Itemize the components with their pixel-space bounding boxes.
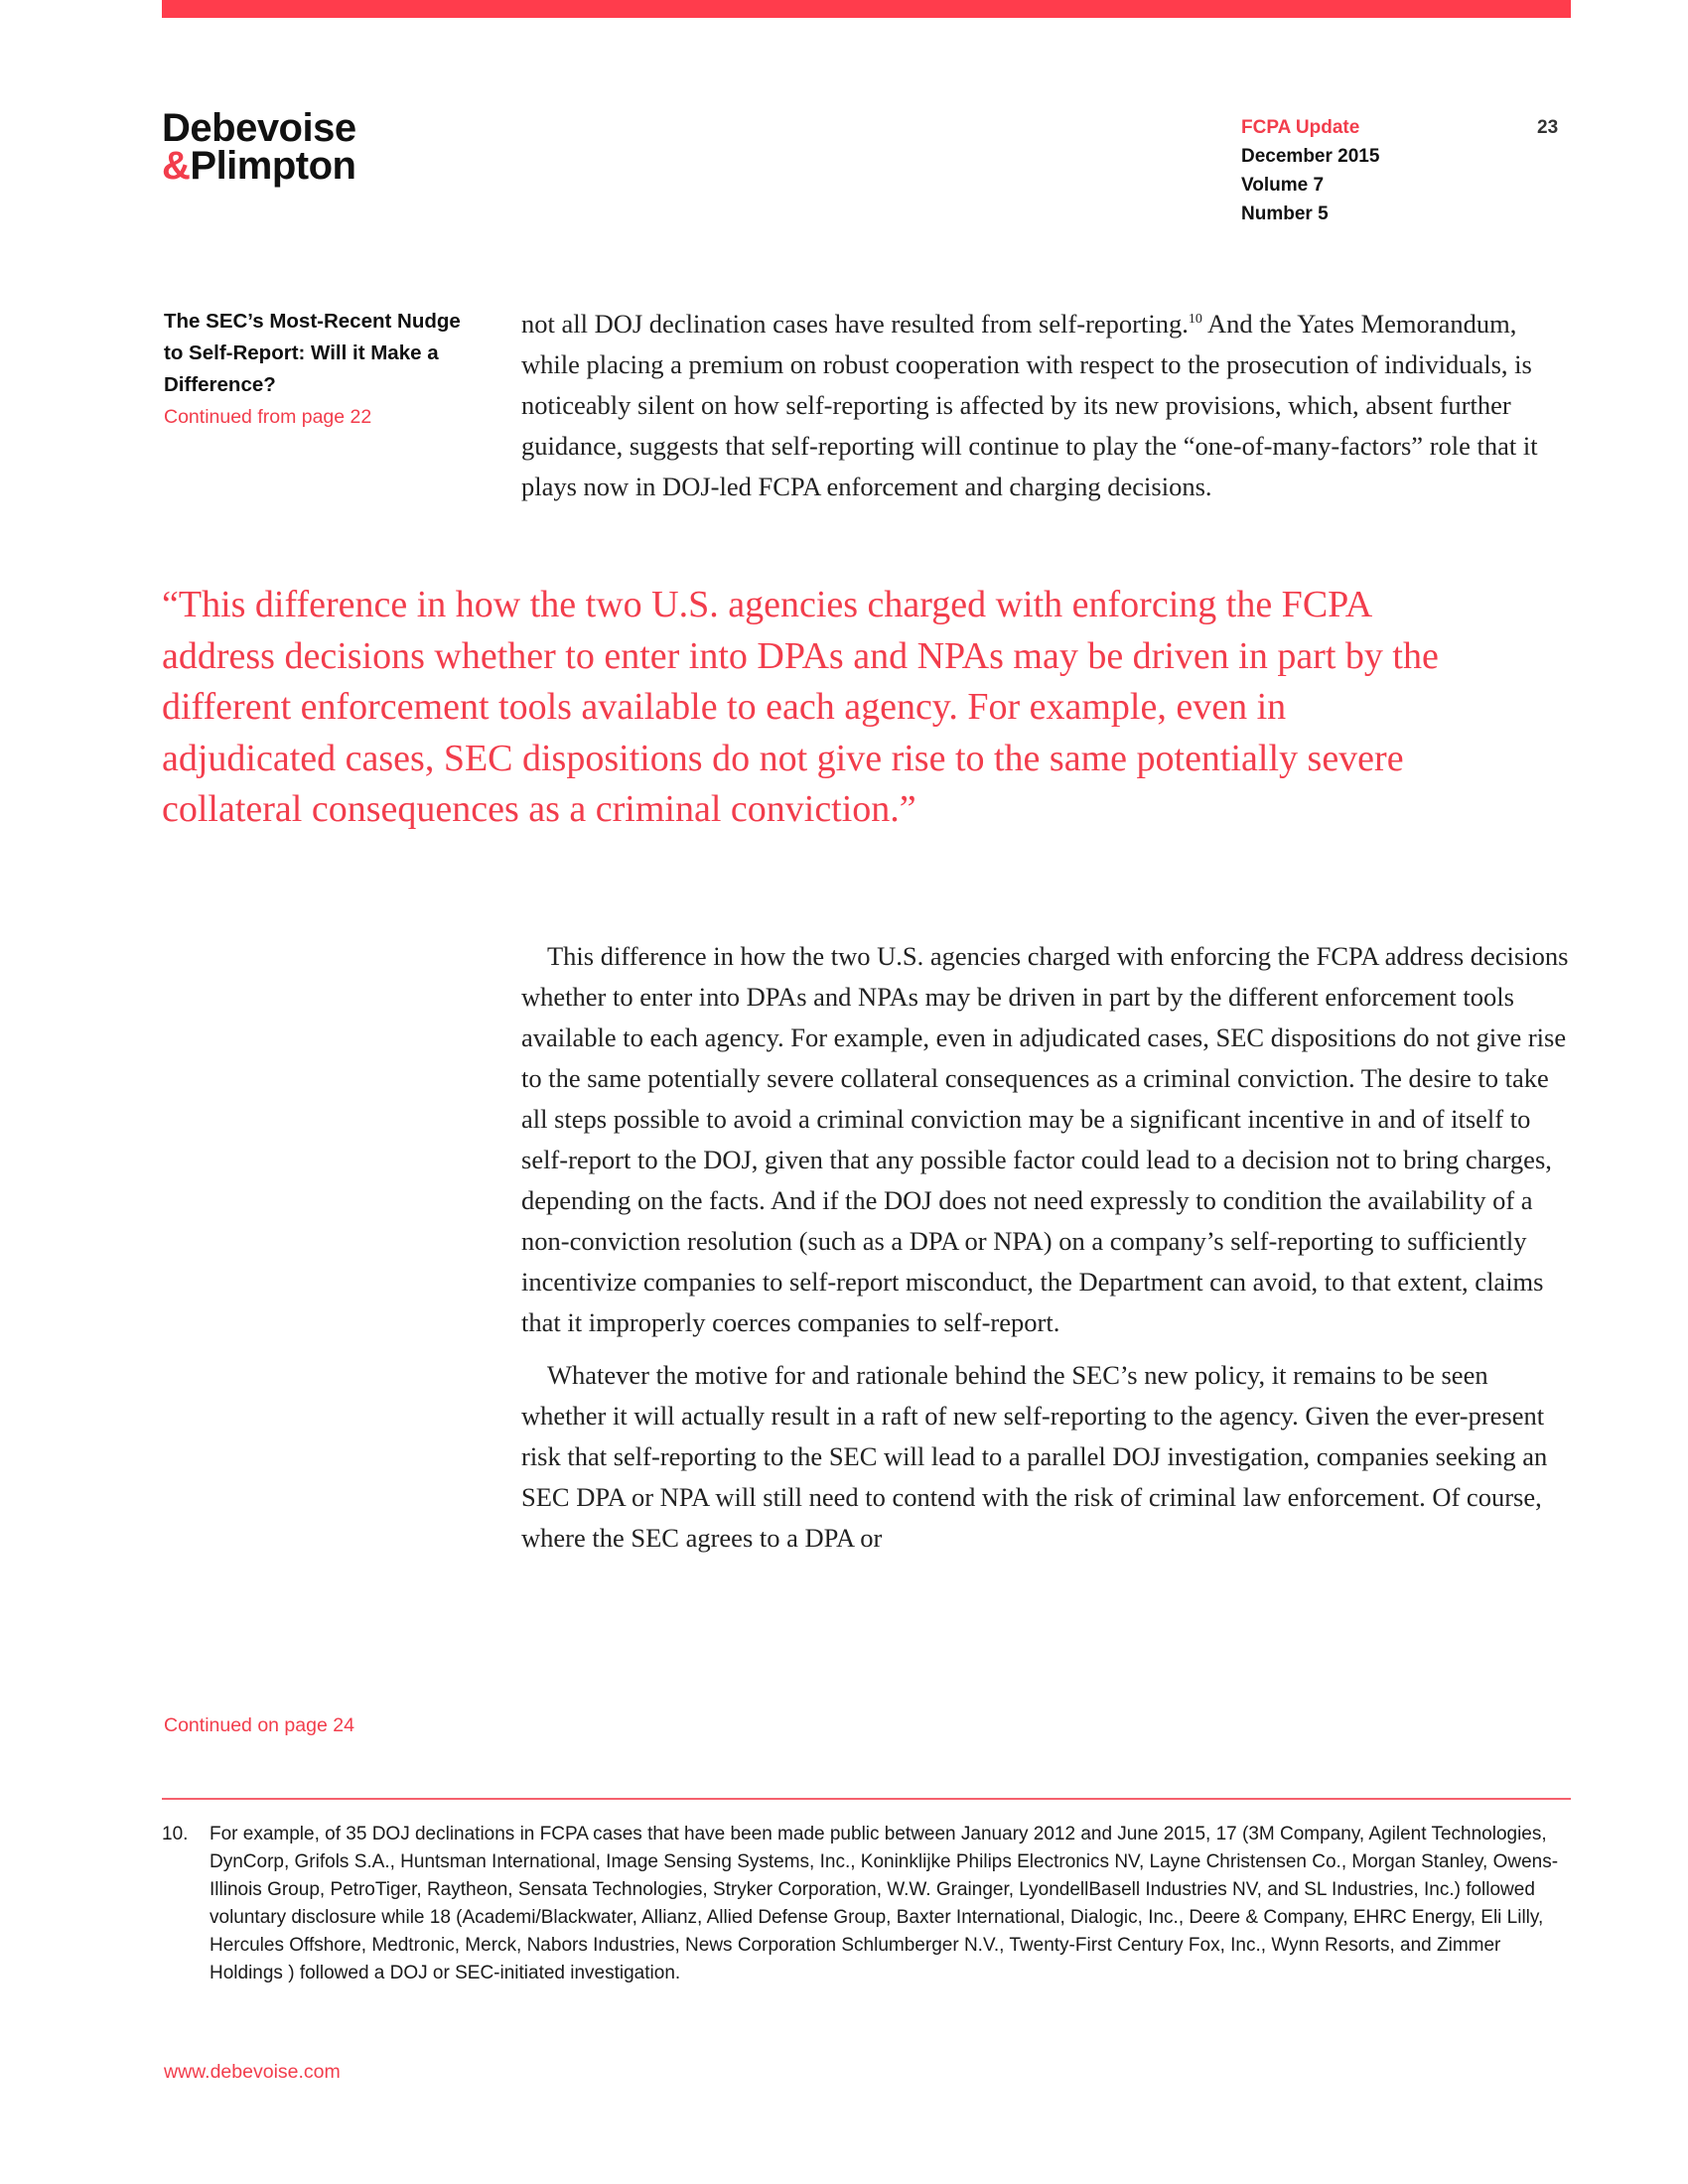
article-title: The SEC’s Most-Recent Nudge to Self-Report: Will it Make a Difference? xyxy=(164,310,461,396)
article-sidebar xyxy=(164,306,472,433)
top-accent-bar xyxy=(162,0,1571,18)
issue-number: Number 5 xyxy=(1241,204,1329,224)
footnote-ref[interactable]: 10 xyxy=(1188,312,1202,327)
page-number: 23 xyxy=(1537,117,1559,138)
pull-quote: “This difference in how the two U.S. agencies charged with enforcing the FCPA address decisions whether to enter into DPAs and NPAs may be driven in part by the different enforcement tools available to each agency. For example, even in adjudicated cases, SEC dispositions do not give rise to the same potentially severe collateral consequences as a criminal conviction.” xyxy=(162,584,1439,830)
logo-line-1: Debevoise xyxy=(162,106,356,150)
issue-volume: Volume 7 xyxy=(1241,175,1325,196)
continued-from-link[interactable]: Continued from page 22 xyxy=(164,406,372,428)
publication-title: FCPA Update xyxy=(1241,117,1360,138)
issue-date: December 2015 xyxy=(1241,146,1380,167)
body-paragraph: Whatever the motive for and rationale behind the SEC’s new policy, it remains to be seen whether it will actually result in a raft of new self-reporting to the agency. Given the ever-present risk that self-reporting to the SEC will lead to a parallel DOJ investigation, companies seeking an SEC DPA or NPA will still need to contend with the risk of criminal law enforcement. Of course, where the SEC agrees to a DPA or xyxy=(521,1360,1548,1553)
website-link[interactable]: www.debevoise.com xyxy=(164,2061,341,2083)
footnote-divider xyxy=(162,1798,1571,1800)
paragraph-text-continued: And the Yates Memorandum, while placing a premium on robust cooperation with respect to the prosecution of individuals, is noticeably silent on how self-reporting is affected by its new provisions, which, absent further guidance, suggests that self-reporting will continue to play the “one-of-many-factors” role that it plays now in DOJ-led FCPA enforcement and charging decisions. xyxy=(521,309,1538,501)
firm-logo xyxy=(162,106,356,188)
logo-plimpton: Plimpton xyxy=(190,144,356,188)
logo-ampersand: & xyxy=(162,144,191,188)
body-column-top xyxy=(521,304,1574,507)
body-column-bottom xyxy=(521,936,1574,1559)
paragraph-text: not all DOJ declination cases have resulted from self-reporting. xyxy=(521,309,1189,339)
continued-on-link[interactable]: Continued on page 24 xyxy=(164,1714,354,1736)
footnote-text: For example, of 35 DOJ declinations in FCPA cases that have been made public between January 2012 and June 2015, 17 (3M Company, Agilent Technologies, DynCorp, Grifols S.A., Huntsman International, Image Sensing Systems, Inc., Koninklijke Philips Electronics NV, Layne Christensen Co., Morgan Stanley, Owens-Illinois Group, PetroTiger, Raytheon, Sensata Technologies, Stryker Corporation, W.W. Grainger, LyondellBasell Industries NV, and SL Industries, Inc.) followed voluntary disclosure while 18 (Academi/Blackwater, Allianz, Allied Defense Group, Baxter International, Dialogic, Inc., Deere & Company, EHRC Energy, Eli Lilly, Hercules Offshore, Medtronic, Merck, Nabors Industries, News Corporation Schlumberger N.V., Twenty-First Century Fox, Inc., Wynn Resorts, and Zimmer Holdings ) followed a DOJ or SEC-initiated investigation. xyxy=(210,1824,1559,1983)
issue-info xyxy=(1241,113,1379,228)
body-paragraph xyxy=(521,304,1574,507)
body-paragraph: This difference in how the two U.S. agencies charged with enforcing the FCPA address decisions whether to enter into DPAs and NPAs may be driven in part by the different enforcement tools available to each agency. For example, even in adjudicated cases, SEC dispositions do not give rise to the same potentially severe collateral consequences as a criminal conviction. The desire to take all steps possible to avoid a criminal conviction may be a significant incentive in and of itself to self-report to the DOJ, given that any possible factor could lead to a decision not to bring charges, depending on the facts. And if the DOJ does not need expressly to condition the availability of a non-conviction resolution (such as a DPA or NPA) on a company’s self-reporting to sufficiently incentivize companies to self-report misconduct, the Department can avoid, to that extent, claims that it improperly coerces companies to self-report. xyxy=(521,941,1569,1337)
footnote xyxy=(162,1821,1572,1987)
footnote-number: 10. xyxy=(162,1824,189,1844)
logo-line-2 xyxy=(162,144,356,188)
